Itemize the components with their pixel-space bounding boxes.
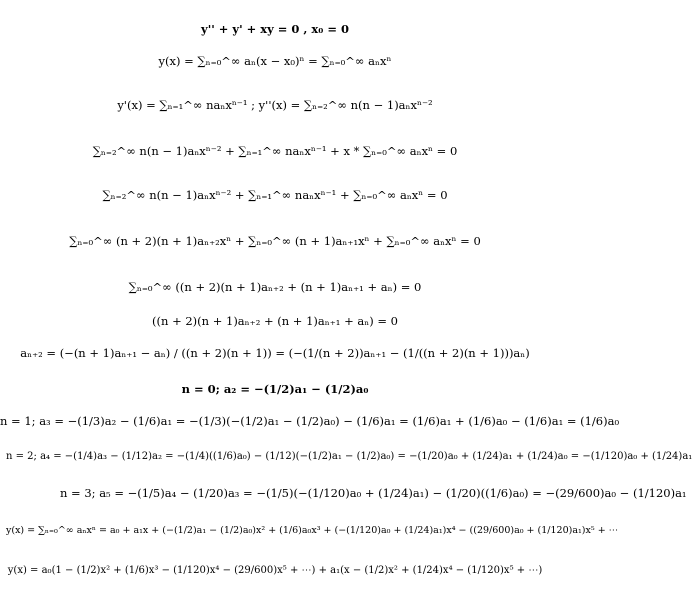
- series-definition: y(x) = ∑ₙ₌₀^∞ aₙ(x − x₀)ⁿ = ∑ₙ₌₀^∞ aₙxⁿ: [158, 54, 392, 68]
- index-shifted-equation: ∑ₙ₌₀^∞ (n + 2)(n + 1)aₙ₊₂xⁿ + ∑ₙ₌₀^∞ (n + 1)aₙ₊₁xⁿ + ∑ₙ₌₀^∞ aₙxⁿ = 0: [69, 234, 481, 248]
- case-n3: n = 3; a₅ = −(1/5)a₄ − (1/20)a₃ = −(1/5)(−(1/120)a₀ + (1/24)a₁) − (1/20)((1/6)a₀) = −(29/600)a₀ − (1/120)a₁: [60, 486, 687, 500]
- recurrence-relation: aₙ₊₂ = (−(n + 1)aₙ₊₁ − aₙ) / ((n + 2)(n + 1)) = (−(1/(n + 2))aₙ₊₁ − (1/((n + 2)(n + 1)))aₙ): [20, 346, 530, 360]
- case-n0: n = 0; a₂ = −(1/2)a₁ − (1/2)a₀: [181, 382, 369, 396]
- case-n2: n = 2; a₄ = −(1/4)a₃ − (1/12)a₂ = −(1/4)((1/6)a₀) − (1/12)(−(1/2)a₁ − (1/2)a₀) = −(1/20)a₀ + (1/24)a₁ + (1/24)a₀ = −(1/120)a₀ + (1/24)a₁: [6, 451, 692, 462]
- case-n1: n = 1; a₃ = −(1/3)a₂ − (1/6)a₁ = −(1/3)(−(1/2)a₁ − (1/2)a₀) − (1/6)a₁ = (1/6)a₁ + (1/6)a₀ − (1/6)a₁ = (1/6)a₀: [0, 414, 620, 428]
- substituted-equation-simplified: ∑ₙ₌₂^∞ n(n − 1)aₙxⁿ⁻² + ∑ₙ₌₁^∞ naₙxⁿ⁻¹ + ∑ₙ₌₀^∞ aₙxⁿ = 0: [102, 188, 448, 202]
- series-expansion: y(x) = ∑ₙ₌₀^∞ aₙxⁿ = a₀ + a₁x + (−(1/2)a₁ − (1/2)a₀)x² + (1/6)a₀x³ + (−(1/120)a₀ + (1/24)a₁)x⁴ − ((29/600)a₀ + (1/120)a₁)x⁵ + ⋯: [6, 525, 619, 536]
- derivative-series: y'(x) = ∑ₙ₌₁^∞ naₙxⁿ⁻¹ ; y''(x) = ∑ₙ₌₂^∞ n(n − 1)aₙxⁿ⁻²: [117, 98, 433, 112]
- substituted-equation: ∑ₙ₌₂^∞ n(n − 1)aₙxⁿ⁻² + ∑ₙ₌₁^∞ naₙxⁿ⁻¹ + x * ∑ₙ₌₀^∞ aₙxⁿ = 0: [92, 144, 458, 158]
- combined-sum: ∑ₙ₌₀^∞ ((n + 2)(n + 1)aₙ₊₂ + (n + 1)aₙ₊₁ + aₙ) = 0: [128, 280, 422, 294]
- general-solution: y(x) = a₀(1 − (1/2)x² + (1/6)x³ − (1/120)x⁴ − (29/600)x⁵ + ⋯) + a₁(x − (1/2)x² + (1/24)x⁴ − (1/120)x⁵ + ⋯): [7, 565, 543, 576]
- ode-statement: y'' + y' + xy = 0 , x₀ = 0: [201, 22, 349, 36]
- coefficient-condition: ((n + 2)(n + 1)aₙ₊₂ + (n + 1)aₙ₊₁ + aₙ) = 0: [152, 314, 398, 328]
